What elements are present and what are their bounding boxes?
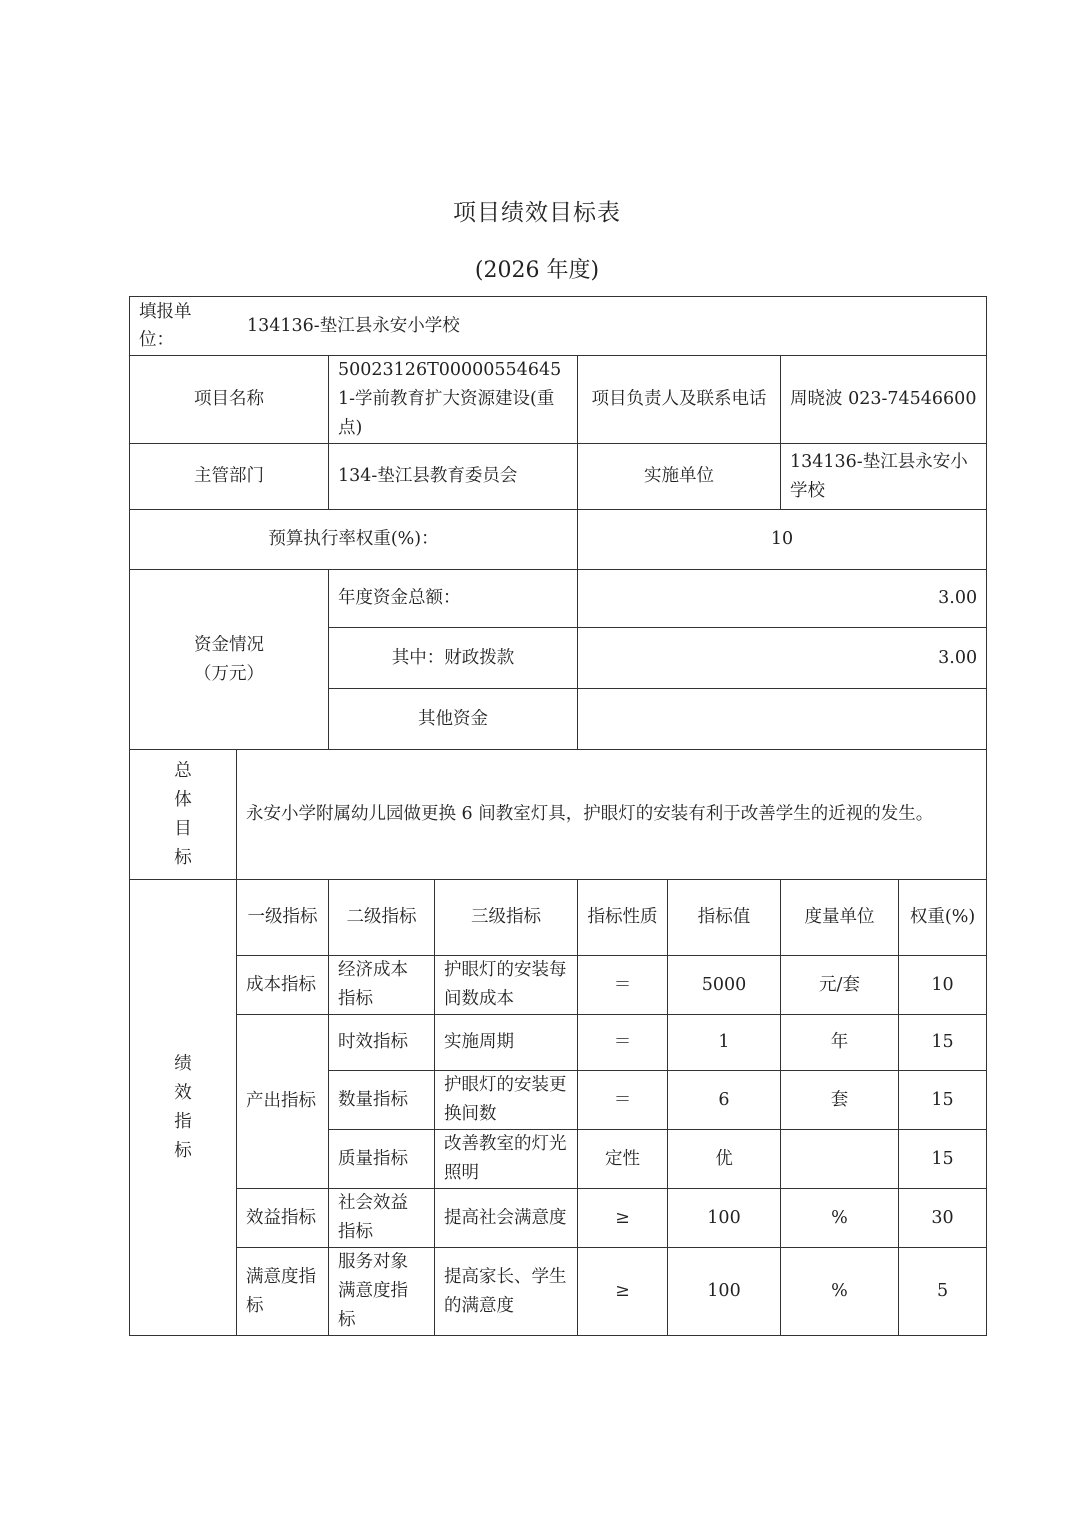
level1-cell: 效益指标 (237, 1189, 329, 1248)
header-value: 指标值 (668, 880, 781, 956)
value-cell: 5000 (668, 956, 781, 1015)
indicator-row (130, 1015, 987, 1071)
weight-cell: 30 (899, 1189, 987, 1248)
unit-cell: 套 (781, 1071, 899, 1130)
performance-target-table (129, 296, 987, 1336)
level3-cell: 提高家长、学生的满意度 (435, 1248, 578, 1336)
overall-goal-label-char: 体 (174, 789, 192, 810)
nature-cell: ≥ (578, 1248, 668, 1336)
header-level1: 一级指标 (237, 880, 329, 956)
weight-cell: 15 (899, 1130, 987, 1189)
header-weight: 权重(%) (899, 880, 987, 956)
implementing-unit-label: 实施单位 (578, 444, 781, 510)
funds-label-line2: （万元） (194, 663, 264, 684)
filing-unit-label: 填报单位： (139, 302, 192, 350)
supervising-dept-label: 主管部门 (130, 444, 329, 510)
implementing-unit-value: 134136-垫江县永安小学校 (781, 444, 987, 510)
performance-label-char: 指 (174, 1111, 192, 1132)
budget-weight-value: 10 (578, 510, 987, 570)
weight-cell: 15 (899, 1071, 987, 1130)
funds-row (130, 570, 987, 628)
overall-goal-row (130, 750, 987, 880)
level2-cell: 服务对象满意度指标 (329, 1248, 435, 1336)
nature-cell: ≥ (578, 1189, 668, 1248)
level2-cell: 社会效益指标 (329, 1189, 435, 1248)
value-cell: 100 (668, 1248, 781, 1336)
overall-goal-label-char: 总 (174, 760, 192, 781)
indicator-header-row (130, 880, 987, 956)
unit-cell: % (781, 1189, 899, 1248)
level3-cell: 护眼灯的安装每间数成本 (435, 956, 578, 1015)
supervising-dept-value: 134-垫江县教育委员会 (329, 444, 578, 510)
weight-cell: 15 (899, 1015, 987, 1071)
header-unit: 度量单位 (781, 880, 899, 956)
project-name-label: 项目名称 (130, 356, 329, 444)
filing-unit-cell (130, 297, 987, 356)
funds-total-value: 3.00 (578, 570, 987, 628)
value-cell: 1 (668, 1015, 781, 1071)
overall-goal-text: 永安小学附属幼儿园做更换 6 间教室灯具，护眼灯的安装有利于改善学生的近视的发生。 (237, 750, 987, 880)
level2-cell: 数量指标 (329, 1071, 435, 1130)
funds-total-label: 年度资金总额： (329, 570, 578, 628)
header-level3: 三级指标 (435, 880, 578, 956)
header-level2: 二级指标 (329, 880, 435, 956)
unit-cell: 元/套 (781, 956, 899, 1015)
indicator-row (130, 1248, 987, 1336)
project-name-value: 50023126T000005546451-学前教育扩大资源建设(重点) (329, 356, 578, 444)
funds-fiscal-value: 3.00 (578, 628, 987, 689)
overall-goal-label-char: 标 (174, 847, 192, 868)
funds-other-value (578, 689, 987, 750)
unit-cell (781, 1130, 899, 1189)
level1-cell: 产出指标 (237, 1015, 329, 1189)
department-row (130, 444, 987, 510)
document-subtitle: (2026 年度) (474, 258, 600, 283)
level3-cell: 护眼灯的安装更换间数 (435, 1071, 578, 1130)
filing-unit-value: 134136-垫江县永安小学校 (247, 315, 460, 336)
overall-goal-label-char: 目 (174, 818, 192, 839)
value-cell: 6 (668, 1071, 781, 1130)
level3-cell: 实施周期 (435, 1015, 578, 1071)
budget-weight-label: 预算执行率权重(%)： (130, 510, 578, 570)
overall-goal-label (130, 750, 237, 880)
level2-cell: 经济成本指标 (329, 956, 435, 1015)
project-leader-label: 项目负责人及联系电话 (578, 356, 781, 444)
performance-label (130, 880, 237, 1336)
funds-label-line1: 资金情况 (194, 634, 264, 655)
header-nature: 指标性质 (578, 880, 668, 956)
value-cell: 100 (668, 1189, 781, 1248)
indicator-row (130, 1189, 987, 1248)
value-cell: 优 (668, 1130, 781, 1189)
nature-cell: ＝ (578, 1015, 668, 1071)
nature-cell: ＝ (578, 1071, 668, 1130)
funds-fiscal-label: 其中：财政拨款 (329, 628, 578, 689)
indicator-row (130, 956, 987, 1015)
project-leader-value: 周晓波 023-74546600 (781, 356, 987, 444)
funds-other-label: 其他资金 (329, 689, 578, 750)
unit-cell: % (781, 1248, 899, 1336)
document-title: 项目绩效目标表 (453, 200, 621, 226)
performance-label-char: 绩 (174, 1053, 192, 1074)
nature-cell: 定性 (578, 1130, 668, 1189)
project-name-row (130, 356, 987, 444)
performance-label-char: 效 (174, 1082, 192, 1103)
level3-cell: 提高社会满意度 (435, 1189, 578, 1248)
level2-cell: 质量指标 (329, 1130, 435, 1189)
budget-weight-row (130, 510, 987, 570)
filing-unit-row (130, 297, 987, 356)
funds-label (130, 570, 329, 750)
level1-cell: 满意度指标 (237, 1248, 329, 1336)
level3-cell: 改善教室的灯光照明 (435, 1130, 578, 1189)
unit-cell: 年 (781, 1015, 899, 1071)
level2-cell: 时效指标 (329, 1015, 435, 1071)
level1-cell: 成本指标 (237, 956, 329, 1015)
weight-cell: 5 (899, 1248, 987, 1336)
weight-cell: 10 (899, 956, 987, 1015)
nature-cell: ＝ (578, 956, 668, 1015)
performance-label-char: 标 (174, 1140, 192, 1161)
